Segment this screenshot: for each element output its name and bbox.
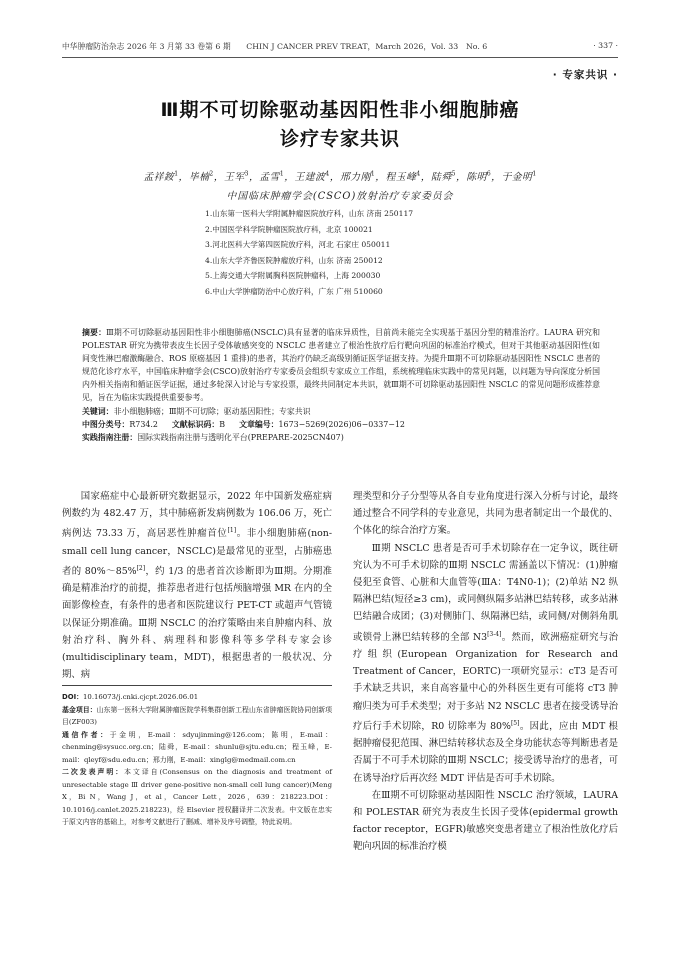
author-affiliation-mark: 4: [325, 170, 330, 178]
title-line-1: Ⅲ期不可切除驱动基因阳性非小细胞肺癌: [160, 99, 520, 121]
page-number: · 337 ·: [593, 41, 618, 50]
author-name: 于金明: [501, 172, 533, 183]
corresponding-authors: 通信作者：于金明，E-mail：sdyujinming@126.com；陈明，E-mail：chenming@sysucc.org.cn；陆舜，E-mail：shunlu@sjtu.edu.cn；程玉峰，E-mail：qleyf@sdu.edu.cn；邢力刚，E-mail：xinglg@medmail.com.cn: [62, 730, 332, 764]
author-name: 邢力刚: [340, 172, 371, 183]
author-affiliation-mark: 3: [244, 170, 249, 178]
registry-line: [82, 431, 600, 444]
keywords-text: 非小细胞肺癌；Ⅲ期不可切除；驱动基因阳性；专家共识: [113, 406, 311, 416]
abstract-label: 摘要：: [82, 328, 107, 337]
author-affiliation-mark: 5: [451, 170, 456, 178]
citation[interactable]: [5]: [510, 719, 520, 727]
affiliation: 3.河北医科大学第四医院放疗科，河北 石家庄 050011: [205, 240, 391, 250]
abstract: [82, 326, 600, 405]
clc-value: R734.2: [129, 419, 158, 429]
affiliation: 1.山东第一医科大学附属肿瘤医院放疗科，山东 济南 250117: [205, 209, 414, 218]
affiliation: 4.山东大学齐鲁医院肿瘤放疗科，山东 济南 250012: [205, 255, 383, 265]
publication-statement: 二次发表声明：本文译自(Consensus on the diagnosis and treatment of unresectable stage Ⅲ driver gene-positive non-small cell lung cancer)(Meng X，Bi N，Wang J，et al，Cancer Lett，2026，639：218223.DOI：10.1016/j.canlet.2025.218223)，经 Elsevier 授权翻译并二次发表。中文版在忠实于原文内容的基础上，对参考文献进行了删减、增补及序号调整，特此说明。: [62, 768, 332, 826]
column-tag: · 专家共识 ·: [552, 69, 618, 81]
author-affiliation-mark: 1: [370, 170, 376, 178]
footnote-rule: [62, 685, 332, 686]
citation[interactable]: [2]: [136, 564, 146, 572]
body-left-column: [62, 488, 332, 683]
affiliation: 6.中山大学肿瘤防治中心放疗科，广东 广州 510060: [205, 286, 383, 296]
doc-code-value: B: [219, 419, 226, 429]
body-right-column: [353, 488, 618, 856]
author-affiliation-mark: 1: [174, 170, 179, 178]
author-name: 陆舜: [431, 172, 452, 183]
author-name: 毕楠: [188, 172, 210, 183]
title-line-2: 诊疗专家共识: [279, 128, 400, 150]
affiliations: [205, 206, 413, 300]
classification-line: [82, 418, 600, 431]
author-name: 王军: [224, 172, 245, 183]
body-paragraph: Ⅲ期 NSCLC 患者是否可手术切除存在一定争议，既往研究认为不可手术切除的Ⅲ期 NSCLC 需涵盖以下情况：(1)肿瘤侵犯至食管、心脏和大血管等(ⅢA：T4N0-1)；(2)单站 N2 纵隔淋巴结(短径≥3 cm)，或同侧纵隔多站淋巴结转移，或多站淋巴结融合成团；(3)对侧肺门、纵隔淋巴结，或同侧/对侧斜角肌或锁骨上淋巴结转移的全部 N3[3-4]。然而，欧洲癌症研究与治疗组织(European Organization for Research and Treatment of Cancer，EORTC)一项研究显示：cT3 是否可手术缺乏共识，来自高容量中心的外科医生更有可能将 cT3 肿瘤归类为可手术类型；对于多站 N2 NSCLC 患者在接受诱导治疗后行手术切除，R0 切除率为 80%[5]。因此，应由 MDT 根据肿瘤侵犯范围、淋巴结转移状态及全身功能状态等判断患者是否属于不可手术切除的Ⅲ期 NSCLC；接受诱导治疗的患者，可在诱导治疗后再次经 MDT 评估是否可手术切除。: [353, 542, 618, 784]
article-no-label: 文章编号：: [239, 419, 279, 429]
abstract-text: Ⅲ期不可切除驱动基因阳性非小细胞肺癌(NSCLC)具有显著的临床异质性，目前尚未能完全实现基于基因分型的精准治疗。LAURA 研究和 POLESTAR 研究为携带表皮生长因子受体敏感突变的 NSCLC 患者建立了根治性放疗后行靶向巩固的标准治疗模式，但对于其他驱动基因阳性(如间变性淋巴瘤激酶融合、ROS 原癌基因 1 重排)的患者，其治疗仍缺乏高级别循证医学证据支持。为提升Ⅲ期不可切除驱动基因阳性 NSCLC 患者的规范化诊疗水平，中国临床肿瘤学会(CSCO)放射治疗专家委员会组织专家成立工作组，系统梳理临床实践中的常见问题，以问题为导向深度分析国内外相关指南和循证医学证据，通过多轮深入讨论与专家投票，最终共同制定本共识，就Ⅲ期不可切除驱动基因阳性 NSCLC 的常见问题形成推荐意见，旨在为临床实践提供重要参考。: [82, 328, 600, 403]
author-name: 王建波: [294, 172, 326, 183]
body-paragraph: 理类型和分子分型等从各自专业角度进行深入分析与讨论，最终通过整合不同学科的专业意见，共同为患者制定出一个最优的、个体化的综合治疗方案。: [353, 491, 618, 537]
funding-line: 基金项目：山东第一医科大学附属肿瘤医院学科集群创新工程山东省肿瘤医院协同创新项目(ZF003): [62, 705, 333, 726]
author-name: 孟祥銨: [143, 172, 175, 183]
author-name: 陈明: [466, 172, 487, 183]
registry-label: 实践指南注册：: [82, 432, 138, 442]
footnotes: [62, 691, 332, 829]
header-rule: [62, 57, 618, 58]
running-head-journal: 中华肿瘤防治杂志 2026 年 3 月第 33 卷第 6 期 CHIN J CANCER PREV TREAT，March 2026，Vol. 33 No. 6: [62, 42, 488, 51]
citation[interactable]: [3-4]: [487, 630, 502, 638]
doi-link[interactable]: 10.16073/j.cnki.cjcpt.2026.06.01: [83, 693, 199, 701]
author-list: 孟祥銨$^1$，毕楠$^2$，王军$^3$，孟雪$^1$，王建波$^4$，邢力刚$^1$，程玉峰$^4$，陆舜$^5$，陈明$^6$，于金明$^1$: [143, 170, 537, 183]
registry-value: 国际实践指南注册与透明化平台(PREPARE-2025CN407): [137, 432, 344, 442]
affiliation: 5.上海交通大学附属胸科医院肿瘤科，上海 200030: [205, 271, 381, 281]
author-name: 程玉峰: [385, 172, 417, 183]
author-affiliation-mark: 4: [416, 170, 421, 178]
author-name: 孟雪: [259, 172, 280, 183]
doi-line: DOI：10.16073/j.cnki.cjcpt.2026.06.01: [62, 693, 199, 701]
author-affiliation-mark: 1: [279, 170, 285, 178]
keywords-label: 关键词：: [82, 406, 114, 416]
body-paragraph: 国家癌症中心最新研究数据显示，2022 年中国新发癌症病例数约为 482.47 万，其中肺癌新发病例数为 106.06 万，死亡病例达 73.33 万，高居恶性肿瘤首位[1]。非小细胞肺癌(non-small cell lung cancer，NSCLC)是最常见的亚型，占肺癌患者的 80%～85%[2]，约 1/3 的患者首次诊断即为Ⅲ期。分期准确是精准治疗的前提，推荐患者进行包括颅脑增强 MR 在内的全面影像检查，有条件的患者和医院建议行 PET-CT 或超声气管镜以保证分期准确。Ⅲ期 NSCLC 的治疗策略由来自肿瘤内科、放射治疗科、胸外科、病理科和影像科等多学科专家会诊(multidisciplinary team，MDT)，根据患者的一般状况、分期、病: [62, 491, 332, 681]
author-affiliation-mark: 2: [209, 170, 214, 178]
abstract-block: [82, 326, 600, 444]
affiliation: 2.中国医学科学院肿瘤医院放疗科，北京 100021: [205, 224, 373, 234]
article-no-value: 1673−5269(2026)06−0337−12: [278, 419, 405, 429]
keywords: [82, 405, 600, 418]
running-head: [62, 41, 618, 55]
body-paragraph: 在Ⅲ期不可切除驱动基因阳性 NSCLC 治疗领域，LAURA 和 POLESTAR 研究为表皮生长因子受体(epidermal growth factor receptor，EGFR)敏感突变患者建立了根治性放化疗后靶向巩固的标准治疗模: [353, 789, 618, 853]
doc-code-label: 文献标识码：: [171, 419, 220, 429]
citation[interactable]: [1]: [227, 527, 237, 535]
author-affiliation-mark: 6: [486, 170, 492, 178]
author-affiliation-mark: 1: [532, 170, 537, 178]
author-group: 中国临床肿瘤学会(CSCO)放射治疗专家委员会: [226, 191, 454, 202]
clc-label: 中图分类号：: [82, 419, 130, 429]
